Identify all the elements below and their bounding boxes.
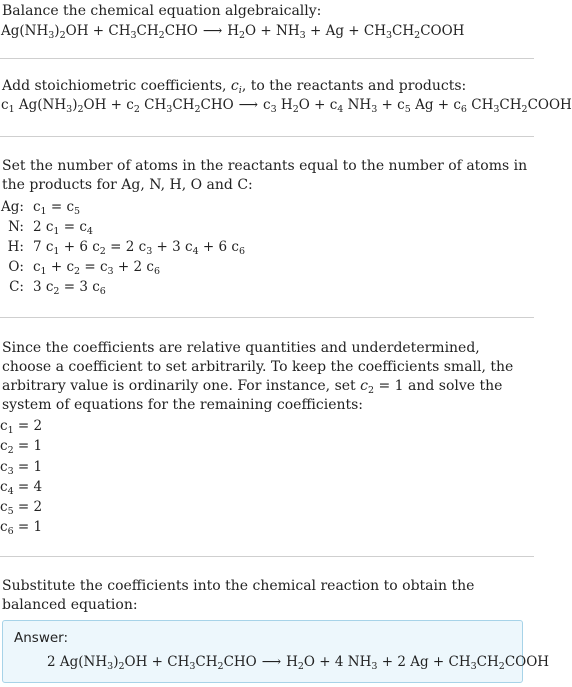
arrow-icon: ⟶ bbox=[238, 97, 259, 113]
system-row: H: 7 $c_1 + 6$ $c_2 = 2$ $c_3 + 3$ $c_4 + 6$ $c_6$ bbox=[7, 239, 246, 257]
system-row: Ag: $c_1 = c_5$ bbox=[1, 199, 81, 217]
divider bbox=[0, 317, 534, 318]
divider bbox=[0, 556, 534, 557]
atom-balance-text: Set the number of atoms in the reactants equal to the number of atoms in the products for Ag, N, H, O and C: bbox=[2, 158, 528, 193]
solution-item: $c_2 = 1$ bbox=[0, 438, 43, 457]
section-solve bbox=[0, 339, 534, 538]
arrow-icon: ⟶ bbox=[261, 654, 282, 670]
arrow-icon: ⟶ bbox=[202, 23, 223, 39]
coefficient-equation: $c_1$ $Ag(NH_3)_2OH + c_2$ $CH_3CH_2CHO$ ⟶ $c_3$ $H_2O + c_4$ $NH_3 + c_5$ $Ag + c_6$ $CH_3CH_2COOH$ bbox=[1, 97, 572, 115]
solve-text: Since the coefficients are relative quantities and underdetermined, choose a coefficient to set arbitrarily. To keep the coefficients small, the arbitrary value is ordinarily one. For instance, set $c_2 = 1$ and solve the system of equations for the remaining coefficients: bbox=[2, 340, 514, 413]
solution-item: $c_5 = 2$ bbox=[0, 499, 43, 518]
intro-text: Balance the chemical equation algebraically: bbox=[2, 3, 322, 19]
unbalanced-equation: $Ag(NH_3)_2OH + CH_3CH_2CHO$ ⟶ $H_2O + NH_3 + Ag$ + $CH_3CH_2COOH$ bbox=[1, 23, 465, 41]
solution-item: $c_3 = 1$ bbox=[0, 458, 43, 477]
divider bbox=[0, 136, 534, 137]
divider bbox=[0, 58, 534, 59]
species-ammonia: $NH_3$ bbox=[276, 23, 306, 41]
system-row: C: 3 $c_2 = 3$ $c_6$ bbox=[9, 279, 106, 297]
balanced-equation: 2 $Ag(NH_3)_2OH + CH_3CH_2CHO$ ⟶ $H_2O + 4$ $NH_3 + 2$ $Ag + CH_3CH_2COOH$ bbox=[47, 654, 550, 672]
answer-label: Answer: bbox=[14, 630, 69, 646]
species-water: $H_2O$ bbox=[227, 23, 257, 41]
section-atom-balance bbox=[0, 157, 534, 297]
section-balance-intro bbox=[0, 0, 534, 39]
solution-item: $c_6 = 1$ bbox=[0, 519, 43, 538]
answer-box bbox=[2, 620, 550, 683]
substitute-text: Substitute the coefficients into the chemical reaction to obtain the balanced equation: bbox=[2, 578, 475, 613]
system-row: N: 2 $c_1 = c_4$ bbox=[8, 219, 93, 237]
solution-list bbox=[0, 416, 534, 538]
species-propanal: $CH_3CH_2CHO$ bbox=[108, 23, 198, 41]
system-row: O: $c_1 + c_2 = c_3 + 2$ $c_6$ bbox=[8, 259, 160, 277]
coefficients-text: Add stoichiometric coefficients, $c_i$, to the reactants and products: bbox=[2, 78, 467, 96]
species-propanoic-acid: $CH_3CH_2COOH$ bbox=[363, 23, 465, 41]
section-substitute bbox=[0, 577, 534, 615]
equation-system bbox=[0, 197, 245, 297]
solution-item: $c_4 = 4$ bbox=[0, 478, 43, 497]
solution-item: $c_1 = 2$ bbox=[0, 418, 43, 436]
section-coefficients bbox=[0, 77, 572, 115]
species-silver: Ag bbox=[325, 23, 344, 39]
species-agnh3oh: $Ag(NH_3)_2OH$ bbox=[1, 23, 89, 41]
